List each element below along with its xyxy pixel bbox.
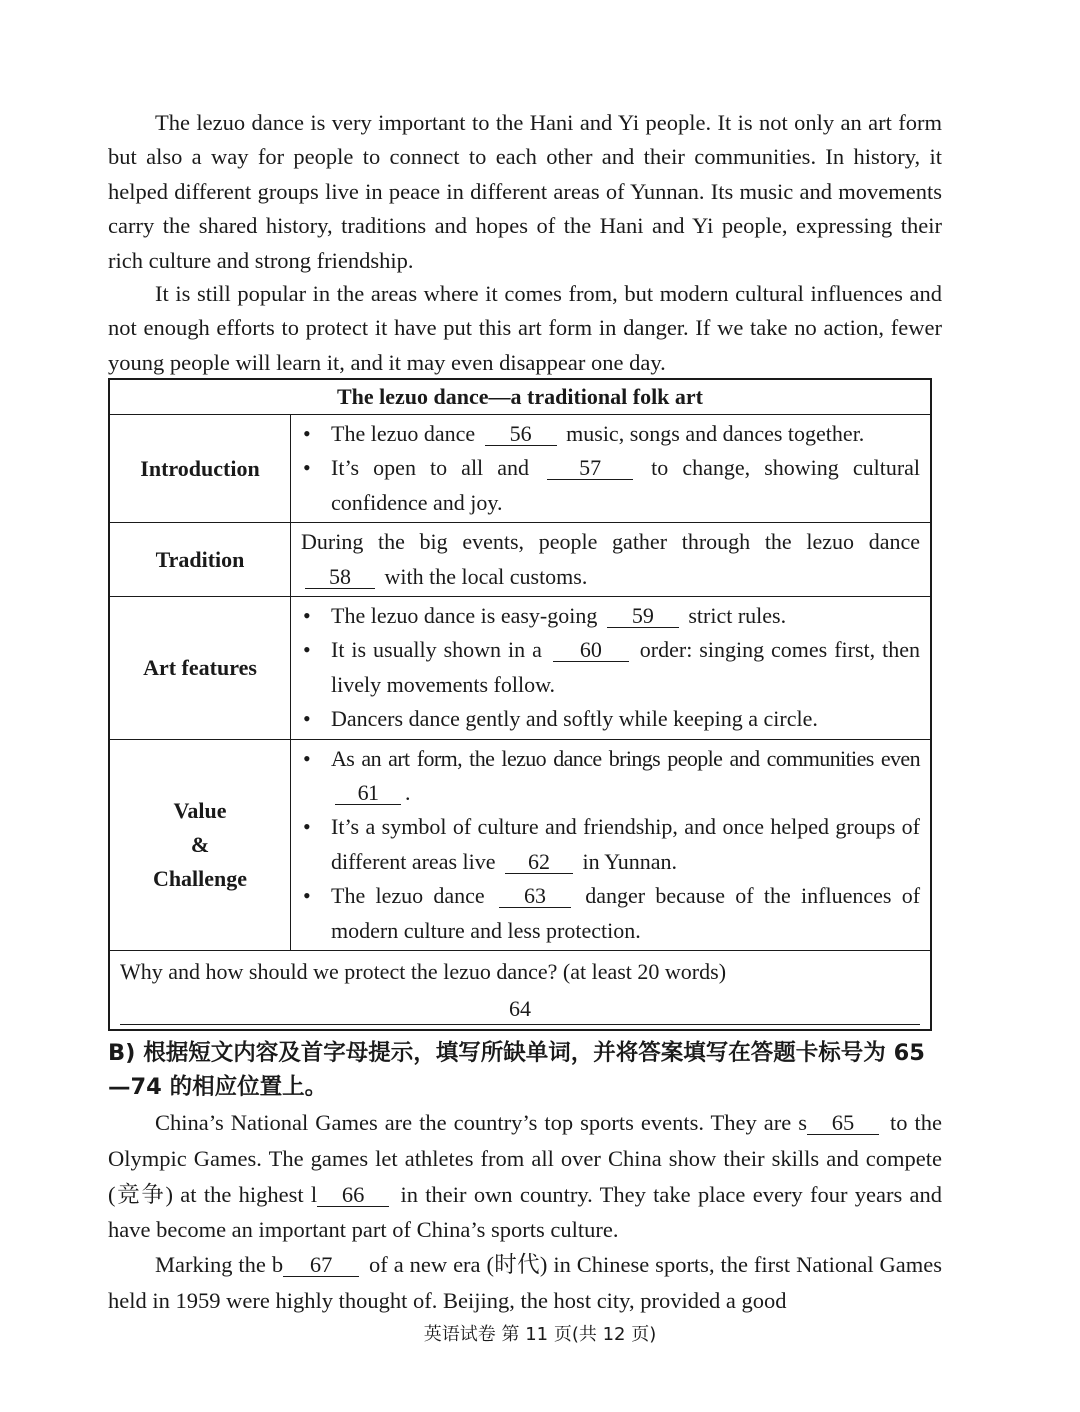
blank-56[interactable]: 56: [485, 423, 557, 446]
introduction-content: [291, 415, 932, 523]
row-label-introduction: Introduction: [109, 415, 291, 523]
question-64: Why and how should we protect the lezuo dance? (at least 20 words) 64: [109, 951, 931, 1030]
art-features-content: [291, 597, 932, 740]
blank-62[interactable]: 62: [505, 851, 573, 874]
bullet-item: • The lezuo dance 56 music, songs and dances together.: [303, 421, 865, 446]
bullet-item: • The lezuo dance 63 danger because of the influences of modern culture and less protection.: [303, 883, 921, 943]
bullet-item: • As an art form, the lezuo dance brings people and communities even 61 .: [303, 745, 920, 806]
blank-60[interactable]: 60: [553, 639, 629, 662]
blank-59[interactable]: 59: [607, 605, 679, 628]
row-label-art-features: Art features: [109, 597, 291, 740]
section-b-instruction: B) 根据短文内容及首字母提示，填写所缺单词，并将答案填写在答题卡标号为 65—74 的相应位置上。: [108, 1040, 925, 1101]
paragraph-2: It is still popular in the areas where it comes from, but modern cultural influences and not enough efforts to protect it have put this art form in danger. If we take no action, fewer young people will learn it, and it may even disappear one day.: [108, 281, 942, 375]
blank-57[interactable]: 57: [547, 457, 633, 480]
paragraph-1: The lezuo dance is very important to the Hani and Yi people. It is not only an art form but also a way for people to connect to each other and their communities. In history, it helped different groups live in peace in different areas of Yunnan. Its music and movements carry the shared history, traditions and hopes of the Hani and Yi people, expressing their rich culture and strong friendship.: [108, 110, 942, 273]
bullet-item: • It’s open to all and 57 to change, showing cultural confidence and joy.: [303, 455, 921, 515]
section-b-paragraph-2: Marking the b 67 of a new era (时代) in Chinese sports, the first National Games held in 1959 were highly thought of. Beijing, the host city, provided a good: [108, 1252, 942, 1313]
page-footer: 英语试卷 第 11 页(共 12 页): [423, 1324, 657, 1345]
row-label-tradition: Tradition: [109, 523, 291, 597]
bullet-item: • It’s a symbol of culture and friendship, and once helped groups of different areas live 62 in Yunnan.: [303, 814, 920, 874]
section-b-paragraph-1: China’s National Games are the country’s top sports events. They are s 65 to the Olympic Games. The games let athletes from all over China show their skills and compete (竞争) at the highest l 66 in their own country. They take place every four years and have become an important part of China’s sports culture.: [108, 1110, 943, 1243]
bullet-item: • The lezuo dance is easy-going 59 strict rules.: [303, 603, 787, 629]
blank-61[interactable]: 61: [335, 782, 401, 805]
blank-63[interactable]: 63: [499, 885, 571, 908]
bullet-item: • Dancers dance gently and softly while keeping a circle.: [303, 706, 818, 732]
blank-64[interactable]: 64: [120, 990, 920, 1025]
bullet-item: • It is usually shown in a 60 order: singing comes first, then lively movements follow.: [303, 637, 920, 697]
table-title: The lezuo dance—a traditional folk art: [109, 379, 931, 415]
summary-table: [108, 378, 932, 1031]
blank-65[interactable]: 65: [807, 1112, 879, 1135]
blank-67[interactable]: 67: [283, 1254, 359, 1277]
blank-58[interactable]: 58: [305, 566, 375, 589]
blank-66[interactable]: 66: [317, 1184, 389, 1207]
row-label-value-challenge: Value & Challenge: [109, 739, 291, 950]
tradition-content: During the big events, people gather through the lezuo dance 58 with the local customs.: [291, 523, 932, 597]
value-challenge-content: [291, 739, 932, 950]
